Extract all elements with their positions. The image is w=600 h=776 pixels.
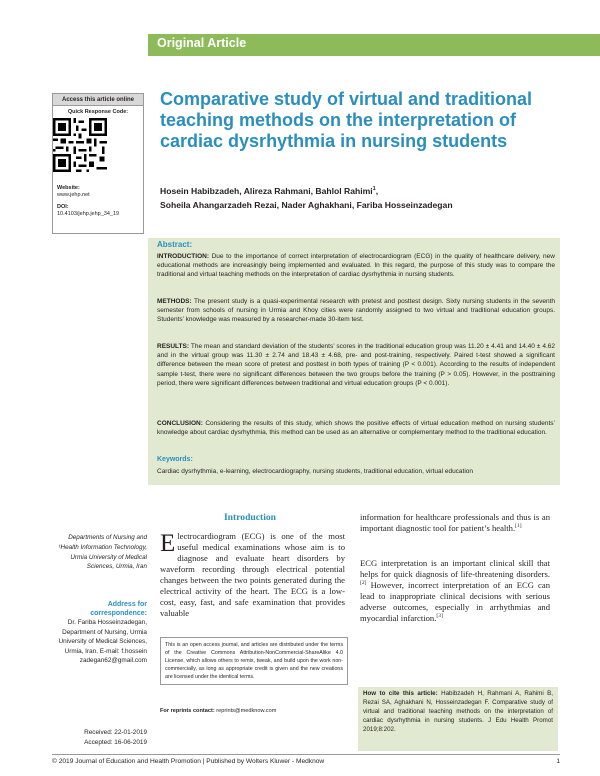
authors-line-2: Soheila Ahangarzadeh Rezai, Nader Aghakhani, Fariba Hosseinzadegan — [160, 199, 453, 210]
author-list: Hosein Habibzadeh, Alireza Rahmani, Bahlol Rahimi$^1$, Soheila Ahangarzadeh Rezai, Nader Aghakhani, Fariba Hosseinzadegan — [160, 186, 453, 210]
keywords-heading: Keywords: — [157, 456, 193, 463]
citation-ref[interactable]: [3] — [436, 613, 443, 620]
abstract-text: Due to the importance of correct interpretation of electrocardiogram (ECG) in the quality of healthcare delivery, new educational methods are increasingly being implemented and evaluated. In this regard, the purpose of this study was to compare the traditional and virtual teaching methods on the interpretation of cardiac dysrhythmia in nursing students. — [157, 253, 555, 279]
introduction-column-1 — [160, 531, 345, 619]
affiliation: Departments of Nursing and ¹Health Information Technology, Urmia University of Medical Sciences, Urmia, Iran — [58, 534, 147, 571]
website-link[interactable]: www.jehp.net — [57, 192, 90, 199]
access-online-box — [52, 93, 144, 234]
abstract-label: METHODS: — [157, 298, 192, 305]
correspondence-heading: Address for correspondence: — [90, 601, 147, 617]
introduction-text: ECG interpretation is an important clinical skill that helps for quick diagnosis of life-threatening disorders. — [360, 558, 550, 579]
abstract-conclusion — [157, 419, 555, 437]
author-affiliation-sup: 1 — [372, 186, 376, 193]
introduction-column-2-top — [360, 512, 550, 534]
how-to-cite-box — [358, 687, 558, 751]
introduction-text: information for healthcare professionals and thus is an important diagnostic tool for patient’s health. — [360, 512, 550, 533]
page-number: 1 — [556, 758, 560, 765]
abstract-text: The mean and standard deviation of the students’ scores in the traditional education group was 11.20 ± 4.41 and 14.40 ± 4.62 and in the virtual group was 11.30 ± 2.74 and 18.43 ± 4.68, pre- and post-training, respectively. Paired t-test showed a significant difference between the mean score of pretest and posttest in both types of training (P < 0.001). According to the results of independent sample t-test, there were no significant differences between the two groups before the training (P > 0.05). However, in the posttraining period, there were significant differences between traditional and virtual education groups (P < 0.001). — [157, 343, 555, 387]
drop-cap: E — [160, 530, 176, 557]
website-block — [53, 185, 143, 200]
accepted-date: Accepted: 16-06-2019 — [84, 738, 147, 746]
introduction-text: However, incorrect interpretation of an ECG can lead to inappropriate clinical decisions with serious adverse outcomes, especially in arrhythmias and myocardial infarction. — [360, 580, 550, 623]
doi-block — [53, 204, 143, 219]
introduction-column-2-para — [360, 558, 550, 624]
keywords-list: Cardiac dysrhythmia, e-learning, electrocardiography, nursing students, traditional education, virtual education — [157, 468, 474, 475]
authors-line-1: Hosein Habibzadeh, Alireza Rahmani, Bahlol Rahimi — [160, 186, 373, 196]
article-title: Comparative study of virtual and traditional teaching methods on the interpretation of cardiac dysrhythmia in nursing students — [160, 89, 533, 152]
cite-text: Habibzadeh H, Rahmani A, Rahimi B, Rezai SA, Aghakhani N, Hosseinzadegan F. Comparative study of virtual and traditional teaching methods on the interpretation of cardiac dysrhythmia in nursing students. J Edu Health Promot 2019;8:202. — [363, 690, 553, 733]
qr-code-icon[interactable] — [53, 118, 107, 172]
abstract-heading: Abstract: — [157, 240, 193, 249]
article-type-label: Original Article — [157, 36, 247, 50]
abstract-label: INTRODUCTION: — [157, 253, 209, 260]
reprints-email[interactable]: reprints@medknow.com — [216, 708, 277, 714]
website-label: Website: — [57, 185, 80, 191]
access-title: Access this article online — [53, 94, 143, 106]
citation-ref[interactable]: [2] — [360, 580, 367, 587]
abstract-text: The present study is a quasi-experimental research with pretest and posttest design. Sixty nursing students in the seventh semester from schools of nursing in Urmia and Khoy cities were randomly assigned to two virtual and traditional education groups. Students’ knowledge was measured by a researcher-made 30-item test. — [157, 298, 555, 324]
correspondence-body: Dr. Fariba Hosseinzadegan, Department of Nursing, Urmia University of Medical Sciences, Urmia, Iran. E-mail: f.hossein zadegan62@gmail.com — [58, 619, 147, 665]
introduction-heading: Introduction — [223, 512, 277, 523]
introduction-text: lectrocardiogram (ECG) is one of the most useful medical examinations whose aim is to diagnose and evaluate heart disorders by waveform recording through electrical potential changes between the two points generated during the electrical activity of the heart. The ECG is a low-cost, easy, fast, and safe examination that provides valuable — [160, 531, 345, 618]
abstract-label: RESULTS: — [157, 343, 190, 350]
received-date: Received: 22-01-2019 — [84, 729, 147, 736]
reprints-label: For reprints contact: — [160, 708, 215, 714]
abstract-methods — [157, 297, 555, 325]
abstract-introduction — [157, 252, 555, 280]
doi-link[interactable]: 10.4103/jehp.jehp_34_19 — [57, 211, 120, 218]
abstract-label: CONCLUSION: — [157, 420, 203, 427]
license-box: This is an open access journal, and articles are distributed under the terms of the Creative Commons Attribution-NonCommercial-ShareAlike 4.0 License, which allows others to remix, tweak, and build upon the work non-commercially, as long as appropriate credit is given and the new creations are licensed under the identical terms. — [160, 637, 348, 685]
footer-divider — [52, 754, 560, 755]
qr-label: Quick Response Code: — [67, 109, 129, 115]
reprints-contact — [160, 708, 276, 714]
footer-copyright: © 2019 Journal of Education and Health Promotion | Published by Wolters Kluwer - Medknow — [52, 758, 325, 765]
abstract-results — [157, 342, 555, 388]
article-dates — [52, 728, 147, 748]
doi-label: DOI: — [57, 203, 69, 210]
abstract-text: Considering the results of this study, which shows the positive effects of virtual education method on nursing students’ knowledge about cardiac dysrhythmia, this method can be used as an alternative or complementary method to the traditional education. — [157, 420, 555, 437]
cite-label: How to cite this article: — [363, 690, 438, 697]
citation-ref[interactable]: [1] — [515, 523, 522, 530]
